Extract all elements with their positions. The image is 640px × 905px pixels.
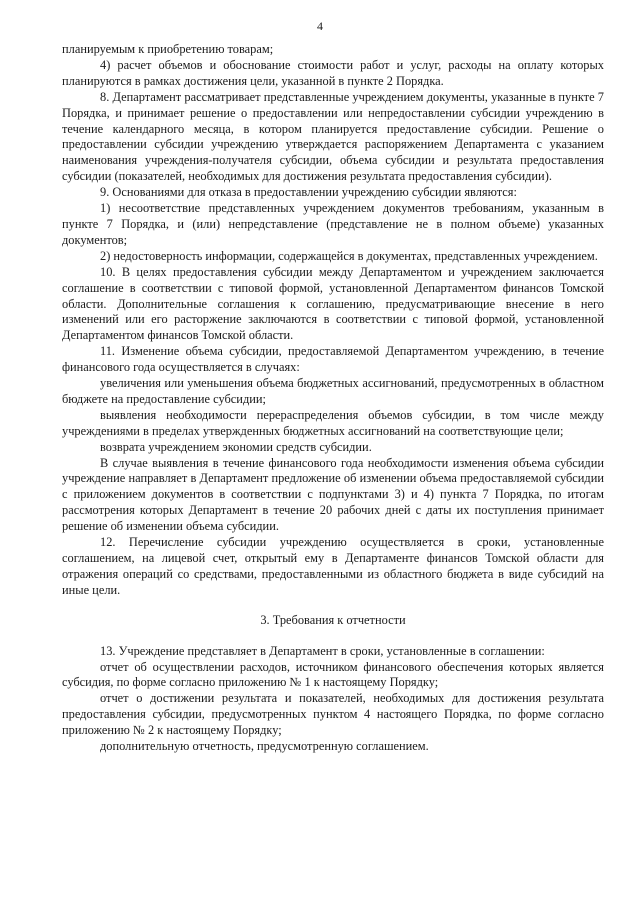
paragraph-item-13-report-1: отчет об осуществлении расходов, источником финансового обеспечения которых является субсидия, по форме согласно приложению № 1 к настоящему Порядку; bbox=[62, 659, 604, 690]
paragraph-item-11-procedure: В случае выявления в течение финансового года необходимости изменения объема субсидии учреждение направляет в Департамент предложение об изменении объема предоставляемой субсидии с приложением документов в соответствии с подпунктами 3) и 4) пункта 7 Порядка, по итогам рассмотрения которых Департамент в течение 20 рабочих дней с даты их поступления принимает решение об изменении объема субсидии. bbox=[62, 455, 604, 534]
paragraph-item-13-report-3: дополнительную отчетность, предусмотренную соглашением. bbox=[100, 739, 429, 754]
paragraph-item-12: 12. Перечисление субсидии учреждению осуществляется в сроки, установленные соглашением, на лицевой счет, открытый ему в Департаменте финансов Томской области для отражения операций со средствами, предоставленными из областного бюджета в виде субсидий на иные цели. bbox=[62, 535, 604, 597]
paragraph-subitem-4: 4) расчет объемов и обоснование стоимости работ и услуг, расходы на оплату которых планируются в рамках достижения цели, указанной в пункте 2 Порядка. bbox=[62, 57, 604, 88]
paragraph-item-11-case-2: выявления необходимости перераспределения объемов субсидии, в том числе между учреждениями в пределах утвержденных бюджетных ассигнований на соответствующие цели; bbox=[62, 407, 604, 438]
paragraph-item-9-2: 2) недостоверность информации, содержащейся в документах, представленных учреждением. bbox=[100, 248, 598, 263]
document-body bbox=[62, 42, 604, 755]
page-number: 4 bbox=[317, 19, 323, 33]
paragraph-item-9-1: 1) несоответствие представленных учреждением документов требованиям, указанным в пункте 7 Порядка, и (или) непредставление (представление не в полном объеме) указанных документов; bbox=[62, 201, 604, 247]
paragraph-item-9: 9. Основаниями для отказа в предоставлении учреждению субсидии являются: bbox=[100, 185, 517, 200]
paragraph-continuation: планируемым к приобретению товарам; bbox=[62, 42, 274, 56]
paragraph-item-11: 11. Изменение объема субсидии, предоставляемой Департаментом учреждению, в течение финансового года осуществляется в случаях: bbox=[62, 344, 604, 375]
paragraph-item-8: 8. Департамент рассматривает представленные учреждением документы, указанные в пункте 7 Порядка, и принимает решение о предоставлении или непредоставлении субсидии учреждению в течение календарного месяца, в котором планируется предоставление субсидии. Решение о предоставлении субсидии учреждению утверждается распоряжением Департамента с указанием наименования учреждения-получателя субсидии, объема субсидии и результата предоставления субсидии (показателей, необходимых для достижения результата предоставления субсидии). bbox=[62, 89, 604, 184]
section-heading: 3. Требования к отчетности bbox=[260, 612, 406, 627]
paragraph-item-13-report-2: отчет о достижении результата и показателей, необходимых для достижения результата предоставления субсидии, предусмотренных пунктом 4 настоящего Порядка, по форме согласно приложению № 2 к настоящему Порядку; bbox=[62, 691, 604, 738]
paragraph-item-10: 10. В целях предоставления субсидии между Департаментом и учреждением заключается соглашение в соответствии с типовой формой, установленной Департаментом финансов Томской области. Дополнительные соглашения к соглашению, предусматривающие внесение в него изменений или его расторжение заключаются в соответствии с типовой формой, установленной Департаментом финансов Томской области. bbox=[62, 264, 604, 343]
paragraph-item-11-case-3: возврата учреждением экономии средств субсидии. bbox=[100, 439, 372, 454]
paragraph-item-11-case-1: увеличения или уменьшения объема бюджетных ассигнований, предусмотренных в областном бюджете на предоставление субсидии; bbox=[62, 376, 604, 406]
paragraph-item-13: 13. Учреждение представляет в Департамент в сроки, установленные в соглашении: bbox=[100, 643, 545, 658]
